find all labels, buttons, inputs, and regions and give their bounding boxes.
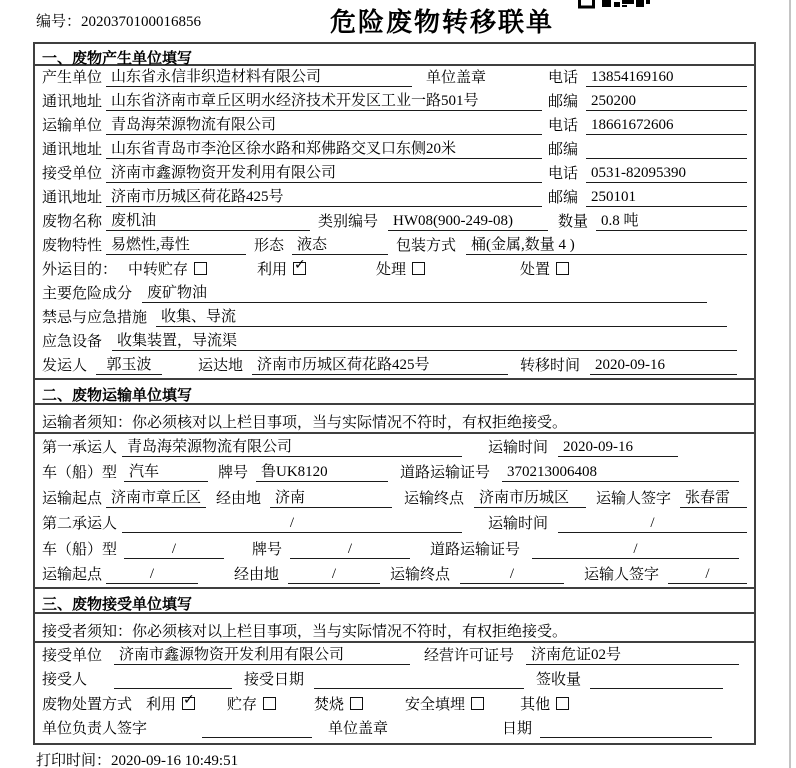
- vehicle2-row: [35, 536, 754, 562]
- option-label: 利用: [146, 696, 177, 713]
- route2-row: [35, 562, 754, 588]
- section2-body: [35, 434, 754, 587]
- option-label: 处置: [520, 262, 551, 278]
- receiver-label: 接受单位: [42, 166, 103, 182]
- checkbox-icon: [194, 262, 207, 275]
- option-label: 其他: [520, 696, 551, 713]
- permit-label: 经营许可证号: [424, 647, 515, 664]
- carrier1-label: 第一承运人: [42, 439, 118, 456]
- equipment-row: [35, 330, 754, 354]
- print-time-value: 2020-09-16 10:49:51: [111, 753, 239, 768]
- zip2-value: [586, 158, 747, 159]
- checkbox-icon: [350, 697, 363, 710]
- check-mark: ✓: [294, 257, 306, 273]
- trait-value: 易燃性,毒性: [106, 233, 246, 255]
- section3-title: 三、废物接受单位填写: [35, 587, 754, 614]
- section2-title: 二、废物运输单位填写: [35, 378, 754, 405]
- disposal-option-landfill: [405, 693, 484, 714]
- category-value: HW08(900-249-08): [388, 213, 548, 231]
- transporter-label: 运输单位: [42, 118, 103, 134]
- amount-value: [590, 688, 723, 689]
- zip3-value: 250101: [586, 189, 747, 207]
- route1-row: [35, 485, 754, 511]
- time1-label: 运输时间: [488, 439, 549, 456]
- accept-unit-value: 济南市鑫源物资开发利用有限公司: [114, 643, 410, 665]
- purpose-label: 外运目的：: [42, 262, 118, 278]
- purpose-row: [35, 258, 754, 282]
- road1-label: 道路运输证号: [400, 465, 491, 481]
- zip2-label: 邮编: [548, 142, 579, 158]
- terminus2-label: 运输终点: [390, 567, 451, 583]
- purpose-option-treat: [376, 258, 425, 279]
- hazard-value: 废矿物油: [142, 281, 707, 303]
- origin1-label: 运输起点: [42, 490, 103, 507]
- section2-notice: 运输者须知：你必须核对以上栏目事项，当与实际情况不符时，有权拒绝接受。: [35, 405, 754, 434]
- taboo-row: [35, 306, 754, 330]
- head-sign-row: [35, 717, 754, 742]
- disposal-option-other: [520, 693, 569, 714]
- hazard-label: 主要危险成分: [42, 286, 133, 302]
- checkbox-icon: [263, 697, 276, 710]
- disposal-option-incinerate: [314, 693, 363, 714]
- carrier1-row: [35, 434, 754, 460]
- accept-date-label: 接受日期: [244, 672, 305, 688]
- carrier2-value: /: [122, 515, 462, 533]
- page-title: 危险废物转移联单: [330, 7, 555, 37]
- road2-label: 道路运输证号: [430, 541, 521, 558]
- origin2-value: /: [106, 566, 198, 584]
- transporter-row: [35, 114, 754, 138]
- consignor-value: 郭玉波: [96, 353, 162, 375]
- checkbox-checked-icon: [293, 257, 306, 275]
- address2-label: 通讯地址: [42, 142, 103, 158]
- consignor-label: 发运人: [42, 358, 88, 374]
- phone2-label: 电话: [548, 118, 579, 134]
- print-time-label: 打印时间：: [36, 753, 112, 768]
- serial-value: 2020370100016856: [81, 14, 202, 30]
- option-label: 处理: [376, 262, 407, 278]
- terminus1-value: 济南市历城区: [474, 486, 586, 508]
- address3-label: 通讯地址: [42, 190, 103, 206]
- via1-label: 经由地: [216, 490, 262, 507]
- purpose-option-dispose: [520, 258, 569, 279]
- origin1-value: 济南市章丘区: [106, 486, 206, 508]
- recipient-label: 接受人: [42, 672, 88, 688]
- disposal-row: [35, 692, 754, 717]
- quantity-label: 数量: [558, 214, 589, 230]
- time1-value: 2020-09-16: [558, 439, 678, 457]
- destination-value: 济南市历城区荷花路425号: [252, 353, 508, 375]
- print-time: [36, 749, 238, 768]
- carrier1-value: 青岛海荣源物流有限公司: [122, 435, 462, 457]
- check-mark: ✓: [183, 691, 195, 708]
- vehicle1-value: 汽车: [124, 460, 208, 482]
- qr-code-icon: [578, 0, 650, 9]
- transfer-time-value: 2020-09-16: [590, 357, 737, 375]
- head-sign-label: 单位负责人签字: [42, 721, 148, 737]
- via1-value: 济南: [270, 486, 392, 508]
- sign2-value: /: [668, 566, 747, 584]
- purpose-option-transfer: [128, 258, 207, 279]
- form-value: 液态: [292, 233, 388, 255]
- sign2-label: 运输人签字: [584, 567, 660, 583]
- serial-number: [36, 10, 201, 31]
- accept-date-value: [314, 688, 524, 689]
- phone2-value: 18661672606: [586, 117, 747, 135]
- via2-label: 经由地: [234, 567, 280, 583]
- via2-value: /: [288, 566, 380, 584]
- amount-label: 签收量: [536, 672, 582, 688]
- section3-notice: 接受者须知：你必须核对以上栏目事项，当与实际情况不符时，有权拒绝接受。: [35, 614, 754, 643]
- transporter-address-row: [35, 138, 754, 162]
- phone1-label: 电话: [548, 70, 579, 86]
- option-label: 安全填埋: [405, 696, 466, 713]
- sign1-value: 张春雷: [680, 486, 747, 508]
- unit-seal-label: 单位盖章: [426, 70, 487, 86]
- option-label: 贮存: [227, 696, 258, 713]
- terminus1-label: 运输终点: [404, 490, 465, 507]
- accept-unit-row: [35, 643, 754, 668]
- consignor-row: [35, 354, 754, 378]
- sign1-label: 运输人签字: [596, 490, 672, 507]
- phone1-value: 13854169160: [586, 69, 747, 87]
- producer-label: 产生单位: [42, 70, 103, 86]
- trait-label: 废物特性: [42, 238, 103, 254]
- taboo-label: 禁忌与应急措施: [42, 310, 148, 326]
- form-label: 形态: [254, 238, 285, 254]
- address3-value: 济南市历城区荷花路425号: [106, 185, 542, 207]
- vehicle2-value: /: [124, 541, 224, 559]
- checkbox-icon: [556, 262, 569, 275]
- checkbox-icon: [556, 697, 569, 710]
- hazard-row: [35, 282, 754, 306]
- section3-body: [35, 643, 754, 741]
- disposal-option-use: [146, 693, 195, 714]
- address2-value: 山东省青岛市李沧区徐水路和郑佛路交叉口东侧20米: [106, 137, 542, 159]
- time2-label: 运输时间: [488, 516, 549, 532]
- manifest-form: [33, 42, 756, 745]
- phone3-value: 0531-82095390: [586, 165, 747, 183]
- recipient-value: [114, 688, 232, 689]
- origin2-label: 运输起点: [42, 567, 103, 583]
- serial-label: 编号：: [36, 14, 82, 30]
- date-value: [540, 737, 712, 738]
- accept-unit-label: 接受单位: [42, 647, 103, 664]
- checkbox-icon: [412, 262, 425, 275]
- disposal-label: 废物处置方式: [42, 696, 133, 713]
- phone3-label: 电话: [548, 166, 579, 182]
- receiver-value: 济南市鑫源物资开发利用有限公司: [106, 161, 542, 183]
- taboo-value: 收集、导流: [156, 305, 727, 327]
- waste-name-row: [35, 210, 754, 234]
- address1-label: 通讯地址: [42, 94, 103, 110]
- category-label: 类别编号: [318, 214, 379, 230]
- vehicle1-row: [35, 460, 754, 486]
- option-label: 焚烧: [314, 696, 345, 713]
- waste-name-label: 废物名称: [42, 214, 103, 230]
- transfer-time-label: 转移时间: [520, 358, 581, 374]
- vehicle1-label: 车（船）型: [42, 465, 118, 481]
- head-sign-value: [202, 737, 312, 738]
- receiver-row: [35, 162, 754, 186]
- time2-value: /: [558, 515, 747, 533]
- option-label: 利用: [257, 262, 288, 278]
- checkbox-icon: [471, 697, 484, 710]
- carrier2-row: [35, 511, 754, 537]
- transporter-value: 青岛海荣源物流有限公司: [106, 113, 542, 135]
- section1-title: 一、废物产生单位填写: [35, 44, 754, 66]
- road1-value: 370213006408: [502, 464, 739, 482]
- road2-value: /: [532, 541, 739, 559]
- destination-label: 运达地: [198, 358, 244, 374]
- terminus2-value: /: [460, 566, 564, 584]
- date-label: 日期: [502, 721, 533, 737]
- plate2-label: 牌号: [252, 541, 283, 558]
- recipient-row: [35, 668, 754, 693]
- plate1-label: 牌号: [218, 465, 249, 481]
- vehicle2-label: 车（船）型: [42, 541, 118, 558]
- packing-label: 包装方式: [396, 238, 457, 254]
- section1-body: [35, 66, 754, 378]
- zip3-label: 邮编: [548, 190, 579, 206]
- equipment-label: 应急设备: [42, 334, 103, 350]
- quantity-value: 0.8 吨: [596, 209, 747, 231]
- accept-seal-label: 单位盖章: [328, 721, 389, 737]
- carrier2-label: 第二承运人: [42, 516, 118, 532]
- address1-value: 山东省济南市章丘区明水经济技术开发区工业一路501号: [106, 89, 542, 111]
- producer-address-row: [35, 90, 754, 114]
- permit-value: 济南危证02号: [526, 643, 739, 665]
- zip1-value: 250200: [586, 93, 747, 111]
- waste-name-value: 废机油: [106, 209, 310, 231]
- producer-row: [35, 66, 754, 90]
- plate2-value: /: [290, 541, 410, 559]
- page-right-edge: [789, 0, 791, 768]
- receiver-address-row: [35, 186, 754, 210]
- option-label: 中转贮存: [128, 262, 189, 278]
- waste-trait-row: [35, 234, 754, 258]
- plate1-value: 鲁UK8120: [256, 460, 388, 482]
- disposal-option-store: [227, 693, 276, 714]
- purpose-option-use: [257, 258, 306, 279]
- zip1-label: 邮编: [548, 94, 579, 110]
- equipment-value: 收集装置，导流渠: [112, 329, 737, 351]
- producer-value: 山东省永信非织造材料有限公司: [106, 65, 412, 87]
- checkbox-checked-icon: [182, 691, 195, 710]
- packing-value: 桶(金属,数量 4 ): [466, 233, 747, 255]
